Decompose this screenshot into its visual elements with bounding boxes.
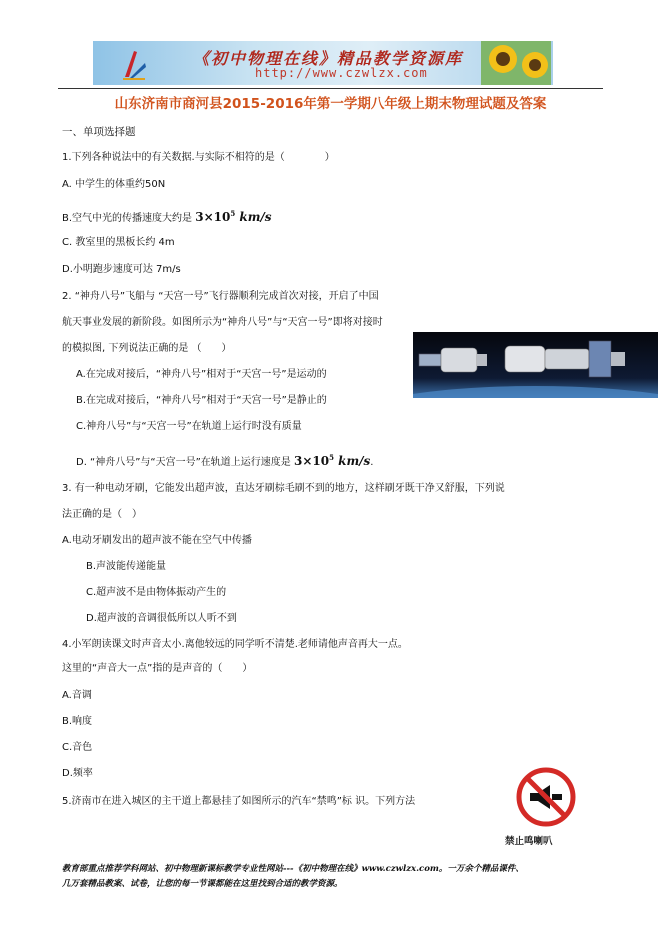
q4-option-b: B.响度 bbox=[62, 716, 93, 727]
q2-stem-line2: 航天事业发展的新阶段。如图所示为“神舟八号”与“天宫一号”即将对接时 bbox=[62, 317, 383, 328]
q3-option-b: B.声波能传递能量 bbox=[86, 561, 167, 572]
footer-line-1: 教育部重点推荐学科网站、初中物理新课标教学专业性网站---《初中物理在线》www.czwlzx.com。一万余个精品课件、 bbox=[62, 864, 524, 874]
q2-option-d-text: D. “神舟八号”与“天宫一号”在轨道上运行速度是 bbox=[76, 457, 291, 468]
q1-option-b bbox=[62, 207, 272, 226]
page-title: 山东济南市商河县2015-2016年第一学期八年级上期末物理试题及答案 bbox=[114, 96, 547, 112]
q2-option-b: B.在完成对接后，“神舟八号”相对于“天宫一号”是静止的 bbox=[76, 395, 327, 406]
q2-stem-line3: 的模拟图, 下列说法正确的是 （ ） bbox=[62, 343, 232, 354]
q2-option-d: D. “神舟八号”与“天宫一号”在轨道上运行速度是 $3\times 10^5$ km/s. bbox=[76, 453, 374, 468]
sunflower-icon bbox=[481, 41, 551, 85]
q3-stem-line2: 法正确的是（ ） bbox=[62, 509, 142, 520]
site-logo-icon bbox=[121, 47, 147, 81]
q4-stem-line1: 4.小军朗读课文时声音太小.离他较远的同学听不清楚.老师请他声音再大一点。 bbox=[62, 639, 408, 650]
banner-url[interactable]: http://www.czwlzx.com bbox=[255, 66, 428, 80]
q1-option-c: C. 教室里的黑板长约 4m bbox=[62, 237, 175, 248]
q1-option-a: A. 中学生的体重约50N bbox=[62, 179, 166, 190]
section-heading: 一、单项选择题 bbox=[62, 126, 136, 138]
q2-option-c: C.神舟八号”与“天宫一号”在轨道上运行时没有质量 bbox=[76, 421, 302, 432]
q4-option-a: A.音调 bbox=[62, 690, 92, 701]
q1-stem: 1.下列各种说法中的有关数据.与实际不相符的是（ ） bbox=[62, 152, 335, 163]
spacecraft-docking-image bbox=[413, 332, 658, 398]
header-banner bbox=[93, 41, 553, 85]
header-rule bbox=[58, 88, 603, 89]
q1-option-b-text: B.空气中光的传播速度大约是 bbox=[62, 213, 193, 224]
q3-option-a: A.电动牙刷发出的超声波不能在空气中传播 bbox=[62, 535, 252, 546]
q4-option-c: C.音色 bbox=[62, 742, 93, 753]
no-horn-icon bbox=[516, 767, 576, 827]
no-honking-sign bbox=[500, 767, 588, 857]
q2-speed-value: $3\times 10^5$ km/s bbox=[293, 453, 371, 468]
q2-option-a: A.在完成对接后，“神舟八号”相对于“天宫一号”是运动的 bbox=[76, 369, 327, 380]
q3-stem-line1: 3. 有一种电动牙刷，它能发出超声波，直达牙刷棕毛刷不到的地方，这样刷牙既干净又舒服，下列说 bbox=[62, 483, 505, 494]
footer-line-2: 几万套精品教案、试卷，让您的每一节课都能在这里找到合适的教学资源。 bbox=[62, 879, 343, 889]
q4-stem-line2: 这里的“声音大一点”指的是声音的（ ） bbox=[62, 663, 253, 674]
q3-option-c: C.超声波不是由物体振动产生的 bbox=[86, 587, 227, 598]
q3-option-d: D.超声波的音调很低所以人听不到 bbox=[86, 613, 237, 624]
sign-label: 禁止鸣喇叭 bbox=[505, 836, 553, 847]
q2-stem-line1: 2. “神舟八号”飞船与 “天宫一号”飞行器顺利完成首次对接，开启了中国 bbox=[62, 291, 379, 302]
q1-speed-value: $3\times 10^5$ km/s bbox=[195, 209, 272, 224]
q5-stem-line1: 5.济南市在进入城区的主干道上都悬挂了如图所示的汽车“禁鸣”标 识。下列方法 bbox=[62, 796, 416, 807]
banner-slogan: 《初中物理在线》精品教学资源库 bbox=[193, 49, 464, 68]
q1-option-d: D.小明跑步速度可达 7m/s bbox=[62, 264, 181, 275]
q4-option-d: D.频率 bbox=[62, 768, 93, 779]
